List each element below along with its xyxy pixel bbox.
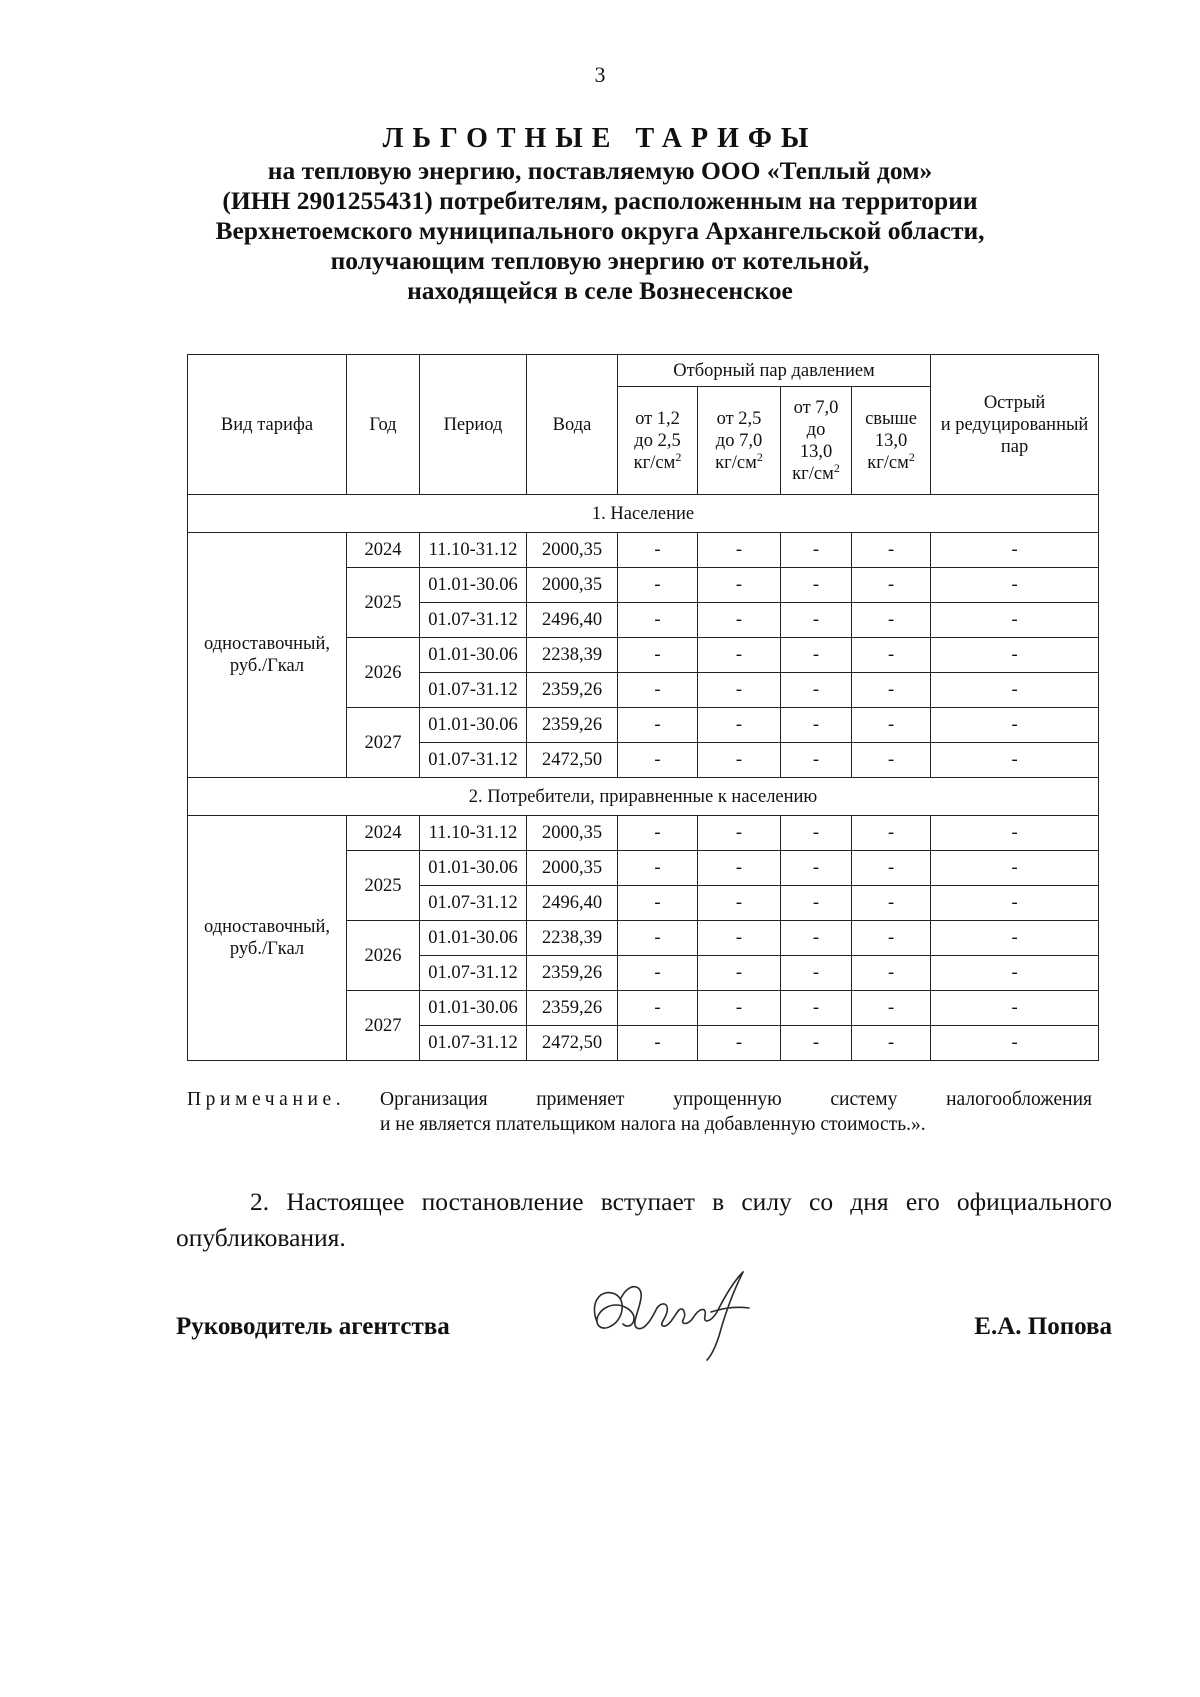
water-tariff-cell: 2238,39 <box>527 638 618 673</box>
header-row <box>188 355 1099 387</box>
value-cell: - <box>931 743 1099 778</box>
value-cell: - <box>618 1026 698 1061</box>
value-cell: - <box>618 673 698 708</box>
value-cell: - <box>781 533 852 568</box>
value-cell: - <box>931 638 1099 673</box>
year-cell: 2025 <box>347 851 420 921</box>
value-cell: - <box>618 921 698 956</box>
water-tariff-cell: 2000,35 <box>527 816 618 851</box>
value-cell: - <box>781 743 852 778</box>
value-cell: - <box>698 816 781 851</box>
water-tariff-cell: 2496,40 <box>527 603 618 638</box>
title-line: на тепловую энергию, поставляемую ООО «Теплый дом» <box>267 156 933 185</box>
table-row <box>188 533 1099 568</box>
tariff-type-cell: одноставочный, руб./Гкал <box>188 816 347 1061</box>
clause-text: опубликования. <box>176 1223 346 1252</box>
value-cell: - <box>852 673 931 708</box>
document-title <box>100 122 1100 306</box>
year-cell: 2025 <box>347 568 420 638</box>
value-cell: - <box>781 568 852 603</box>
value-cell: - <box>698 708 781 743</box>
value-cell: - <box>931 921 1099 956</box>
period-cell: 01.07-31.12 <box>420 673 527 708</box>
value-cell: - <box>852 956 931 991</box>
value-cell: - <box>698 956 781 991</box>
header-water: Вода <box>527 355 618 495</box>
year-cell: 2027 <box>347 708 420 778</box>
period-cell: 11.10-31.12 <box>420 816 527 851</box>
table-body <box>188 495 1099 1061</box>
value-cell: - <box>852 533 931 568</box>
water-tariff-cell: 2359,26 <box>527 991 618 1026</box>
value-cell: - <box>852 991 931 1026</box>
value-cell: - <box>618 816 698 851</box>
handwritten-signature <box>583 1262 773 1362</box>
value-cell: - <box>852 638 931 673</box>
water-tariff-cell: 2359,26 <box>527 673 618 708</box>
value-cell: - <box>698 673 781 708</box>
value-cell: - <box>852 921 931 956</box>
value-cell: - <box>931 603 1099 638</box>
value-cell: - <box>698 991 781 1026</box>
value-cell: - <box>781 638 852 673</box>
value-cell: - <box>781 921 852 956</box>
header-steam-4: свыше 13,0 $кг/см^2$ <box>852 387 931 495</box>
value-cell: - <box>852 568 931 603</box>
water-tariff-cell: 2472,50 <box>527 1026 618 1061</box>
value-cell: - <box>852 816 931 851</box>
value-cell: - <box>618 603 698 638</box>
title-line: (ИНН 2901255431) потребителям, расположенным на территории <box>222 186 978 215</box>
water-tariff-cell: 2000,35 <box>527 568 618 603</box>
title-line: Верхнетоемского муниципального округа Архангельской области, <box>215 216 985 245</box>
header-steam-3: от 7,0 до 13,0 $кг/см^2$ <box>781 387 852 495</box>
header-sharp-steam: Острый и редуцированный пар <box>931 355 1099 495</box>
value-cell: - <box>698 568 781 603</box>
period-cell: 01.01-30.06 <box>420 851 527 886</box>
value-cell: - <box>618 991 698 1026</box>
value-cell: - <box>931 673 1099 708</box>
signer-name: Е.А. Попова <box>974 1313 1112 1340</box>
value-cell: - <box>618 743 698 778</box>
year-cell: 2026 <box>347 921 420 991</box>
value-cell: - <box>698 533 781 568</box>
period-cell: 01.01-30.06 <box>420 568 527 603</box>
value-cell: - <box>618 638 698 673</box>
title-line: получающим тепловую энергию от котельной, <box>330 246 870 275</box>
value-cell: - <box>618 886 698 921</box>
tariff-type-cell: одноставочный, руб./Гкал <box>188 533 347 778</box>
value-cell: - <box>852 1026 931 1061</box>
note-text: Организация применяет упрощенную систему налогообложения <box>380 1089 1092 1110</box>
value-cell: - <box>698 851 781 886</box>
period-cell: 01.01-30.06 <box>420 708 527 743</box>
period-cell: 01.01-30.06 <box>420 921 527 956</box>
clause <box>176 1184 1112 1256</box>
value-cell: - <box>781 708 852 743</box>
note <box>187 1087 1092 1137</box>
water-tariff-cell: 2496,40 <box>527 886 618 921</box>
value-cell: - <box>698 1026 781 1061</box>
period-cell: 01.01-30.06 <box>420 638 527 673</box>
value-cell: - <box>852 743 931 778</box>
signer-position: Руководитель агентства <box>176 1313 450 1340</box>
header-steam-2: от 2,5 до 7,0 $кг/см^2$ <box>698 387 781 495</box>
value-cell: - <box>698 603 781 638</box>
value-cell: - <box>781 673 852 708</box>
value-cell: - <box>618 568 698 603</box>
period-cell: 01.07-31.12 <box>420 743 527 778</box>
water-tariff-cell: 2238,39 <box>527 921 618 956</box>
value-cell: - <box>852 886 931 921</box>
value-cell: - <box>931 568 1099 603</box>
value-cell: - <box>781 816 852 851</box>
value-cell: - <box>852 708 931 743</box>
period-cell: 01.07-31.12 <box>420 886 527 921</box>
section-row <box>188 495 1099 533</box>
value-cell: - <box>698 886 781 921</box>
tariff-table <box>187 354 1099 1061</box>
value-cell: - <box>781 886 852 921</box>
value-cell: - <box>781 956 852 991</box>
value-cell: - <box>781 603 852 638</box>
water-tariff-cell: 2000,35 <box>527 533 618 568</box>
period-cell: 01.07-31.12 <box>420 1026 527 1061</box>
value-cell: - <box>852 603 931 638</box>
period-cell: 11.10-31.12 <box>420 533 527 568</box>
water-tariff-cell: 2359,26 <box>527 708 618 743</box>
section-title: 1. Население <box>188 495 1099 533</box>
year-cell: 2024 <box>347 533 420 568</box>
value-cell: - <box>781 991 852 1026</box>
note-label: Примечание. <box>187 1089 346 1110</box>
value-cell: - <box>618 956 698 991</box>
year-cell: 2024 <box>347 816 420 851</box>
value-cell: - <box>931 816 1099 851</box>
value-cell: - <box>931 956 1099 991</box>
year-cell: 2026 <box>347 638 420 708</box>
value-cell: - <box>618 851 698 886</box>
value-cell: - <box>781 851 852 886</box>
table-row <box>188 816 1099 851</box>
header-steam-1: от 1,2 до 2,5 $кг/см^2$ <box>618 387 698 495</box>
value-cell: - <box>931 1026 1099 1061</box>
value-cell: - <box>931 533 1099 568</box>
page-number: 3 <box>594 62 606 87</box>
header-period: Период <box>420 355 527 495</box>
period-cell: 01.07-31.12 <box>420 603 527 638</box>
value-cell: - <box>698 921 781 956</box>
section-row <box>188 778 1099 816</box>
period-cell: 01.01-30.06 <box>420 991 527 1026</box>
water-tariff-cell: 2472,50 <box>527 743 618 778</box>
note-text: и не является плательщиком налога на добавленную стоимость.». <box>380 1114 926 1135</box>
period-cell: 01.07-31.12 <box>420 956 527 991</box>
value-cell: - <box>931 708 1099 743</box>
value-cell: - <box>698 743 781 778</box>
value-cell: - <box>698 638 781 673</box>
value-cell: - <box>931 991 1099 1026</box>
year-cell: 2027 <box>347 991 420 1061</box>
water-tariff-cell: 2359,26 <box>527 956 618 991</box>
water-tariff-cell: 2000,35 <box>527 851 618 886</box>
header-year: Год <box>347 355 420 495</box>
section-title: 2. Потребители, приравненные к населению <box>188 778 1099 816</box>
title-line: находящейся в селе Вознесенское <box>407 276 793 305</box>
header-tariff-type: Вид тарифа <box>188 355 347 495</box>
value-cell: - <box>852 851 931 886</box>
value-cell: - <box>618 708 698 743</box>
header-steam-group: Отборный пар давлением <box>618 355 931 387</box>
title-main: ЛЬГОТНЫЕ ТАРИФЫ <box>382 123 818 154</box>
value-cell: - <box>931 886 1099 921</box>
value-cell: - <box>781 1026 852 1061</box>
value-cell: - <box>931 851 1099 886</box>
clause-text: 2. Настоящее постановление вступает в силу со дня его официального <box>250 1187 1112 1216</box>
value-cell: - <box>618 533 698 568</box>
